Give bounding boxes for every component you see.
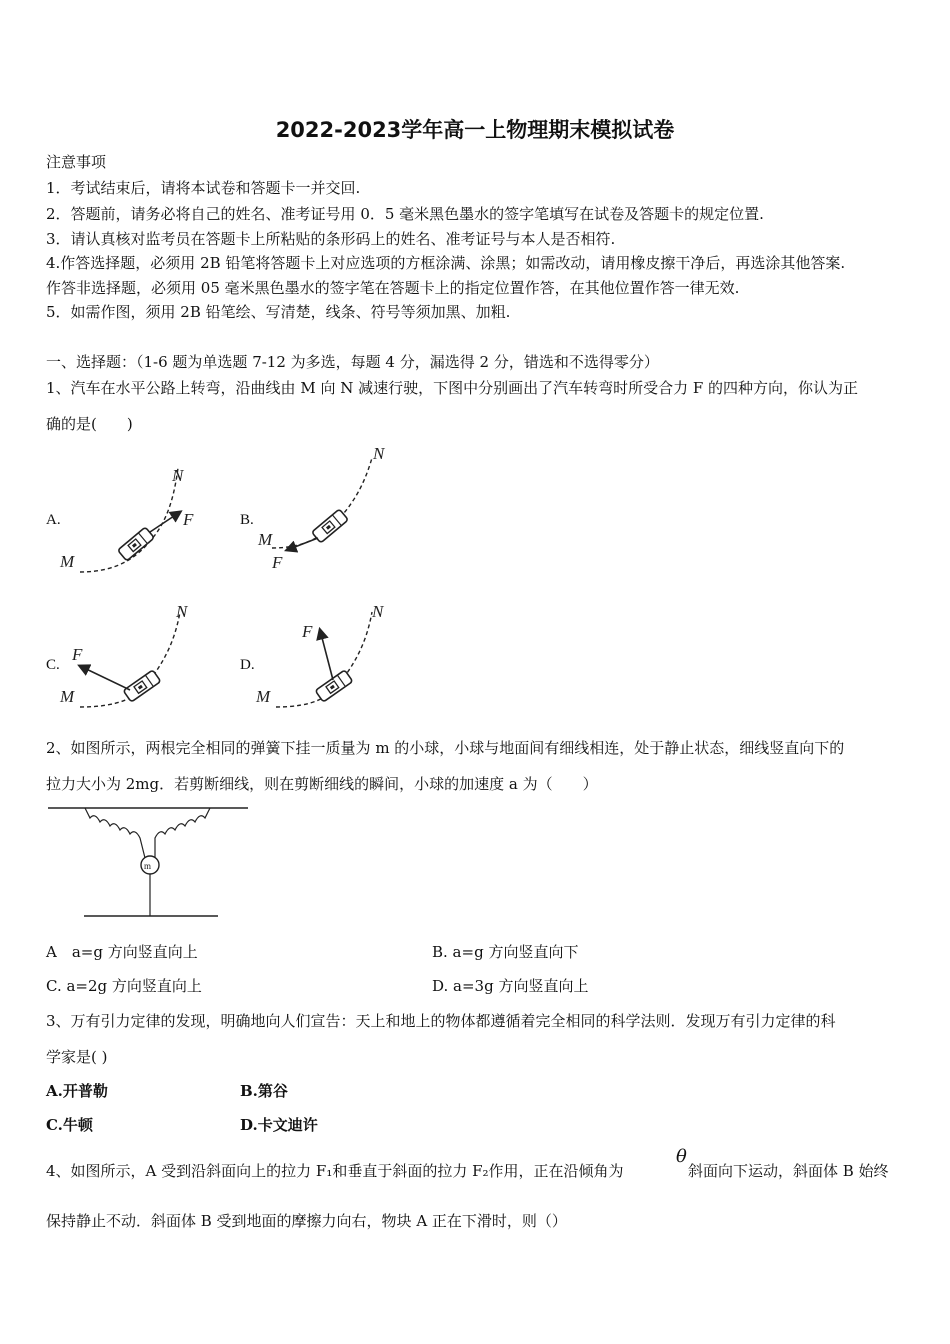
q3-option-c: C.牛顿 [46,1116,93,1134]
ball-label: m [144,861,152,871]
section-heading: 一、选择题：（1-6 题为单选题 7-12 为多选，每题 4 分，漏选得 2 分，错选和不选得零分） [46,353,659,371]
label-f: F [302,622,313,641]
notice-item-4: 4.作答选择题，必须用 2B 铅笔将答题卡上对应选项的方框涂满、涂黑；如需改动，请用橡皮擦干净后，再选涂其他答案. [46,254,846,272]
label-f: F [272,553,283,572]
label-n: N [372,602,384,621]
q1-option-c-label: C. [46,657,60,673]
q1-option-d-label: D. [240,657,255,673]
q1-option-a-label: A. [46,512,61,528]
q4-theta-symbol: θ [676,1146,687,1167]
q2-stem-line1: 2、如图所示，两根完全相同的弹簧下挂一质量为 m 的小球，小球与地面间有细线相连，处于静止状态，细线竖直向下的 [46,739,845,757]
left-spring [85,808,145,858]
label-m: M [60,687,75,706]
label-f: F [183,510,194,529]
notice-item-5: 5．如需作图，须用 2B 铅笔绘、写清楚，线条、符号等须加黑、加粗. [46,303,511,321]
q1-stem-line2: 确的是( ) [46,415,133,433]
q2-option-d: D. a=3g 方向竖直向上 [432,977,589,995]
q3-stem-line1: 3、万有引力定律的发现，明确地向人们宣告：天上和地上的物体都遵循着完全相同的科学法则．发现万有引力定律的科 [46,1012,836,1030]
label-f: F [72,645,83,664]
q3-option-d: D.卡文迪许 [240,1116,318,1134]
label-n: N [172,466,184,485]
notice-item-3: 3．请认真核对监考员在答题卡上所粘贴的条形码上的姓名、准考证号与本人是否相符. [46,230,616,248]
q1-option-b-label: B. [240,512,254,528]
q3-stem-line2: 学家是( ) [46,1048,108,1066]
q4-stem-line1-cont: 斜面向下运动，斜面体 B 始终 [688,1162,889,1180]
q4-stem-line1: 4、如图所示，A 受到沿斜面向上的拉力 F₁和垂直于斜面的拉力 F₂作用，正在沿倾角为 [46,1162,624,1180]
q1-stem-line1: 1、汽车在水平公路上转弯，沿曲线由 M 向 N 减速行驶，下图中分别画出了汽车转弯时所受合力 F 的四种方向，你认为正 [46,379,859,397]
notice-item-2: 2．答题前，请务必将自己的姓名、准考证号用 0．5 毫米黑色墨水的签字笔填写在试卷及答题卡的规定位置. [46,205,764,223]
label-n: N [373,444,385,463]
q2-option-c: C. a=2g 方向竖直向上 [46,977,202,995]
q2-option-a: A a=g 方向竖直向上 [46,943,198,961]
q2-option-b: B. a=g 方向竖直向下 [432,943,579,961]
q2-stem-line2: 拉力大小为 2mg．若剪断细线，则在剪断细线的瞬间，小球的加速度 a 为（ ） [46,775,598,793]
label-m: M [256,687,271,706]
notice-item-4-cont: 作答非选择题，必须用 05 毫米黑色墨水的签字笔在答题卡上的指定位置作答，在其他位置作答一律无效. [46,279,740,297]
q3-option-b: B.第谷 [240,1082,288,1100]
notice-heading: 注意事项 [46,153,107,171]
page-title: 2022-2023学年高一上物理期末模拟试卷 [275,118,675,142]
label-n: N [176,602,188,621]
notice-item-1: 1．考试结束后，请将本试卷和答题卡一并交回. [46,179,361,197]
label-m: M [60,552,75,571]
right-spring [155,808,210,858]
q3-option-a: A.开普勒 [46,1082,108,1100]
label-m: M [258,530,273,549]
q4-stem-line2: 保持静止不动．斜面体 B 受到地面的摩擦力向右，物块 A 正在下滑时，则（） [46,1212,567,1230]
